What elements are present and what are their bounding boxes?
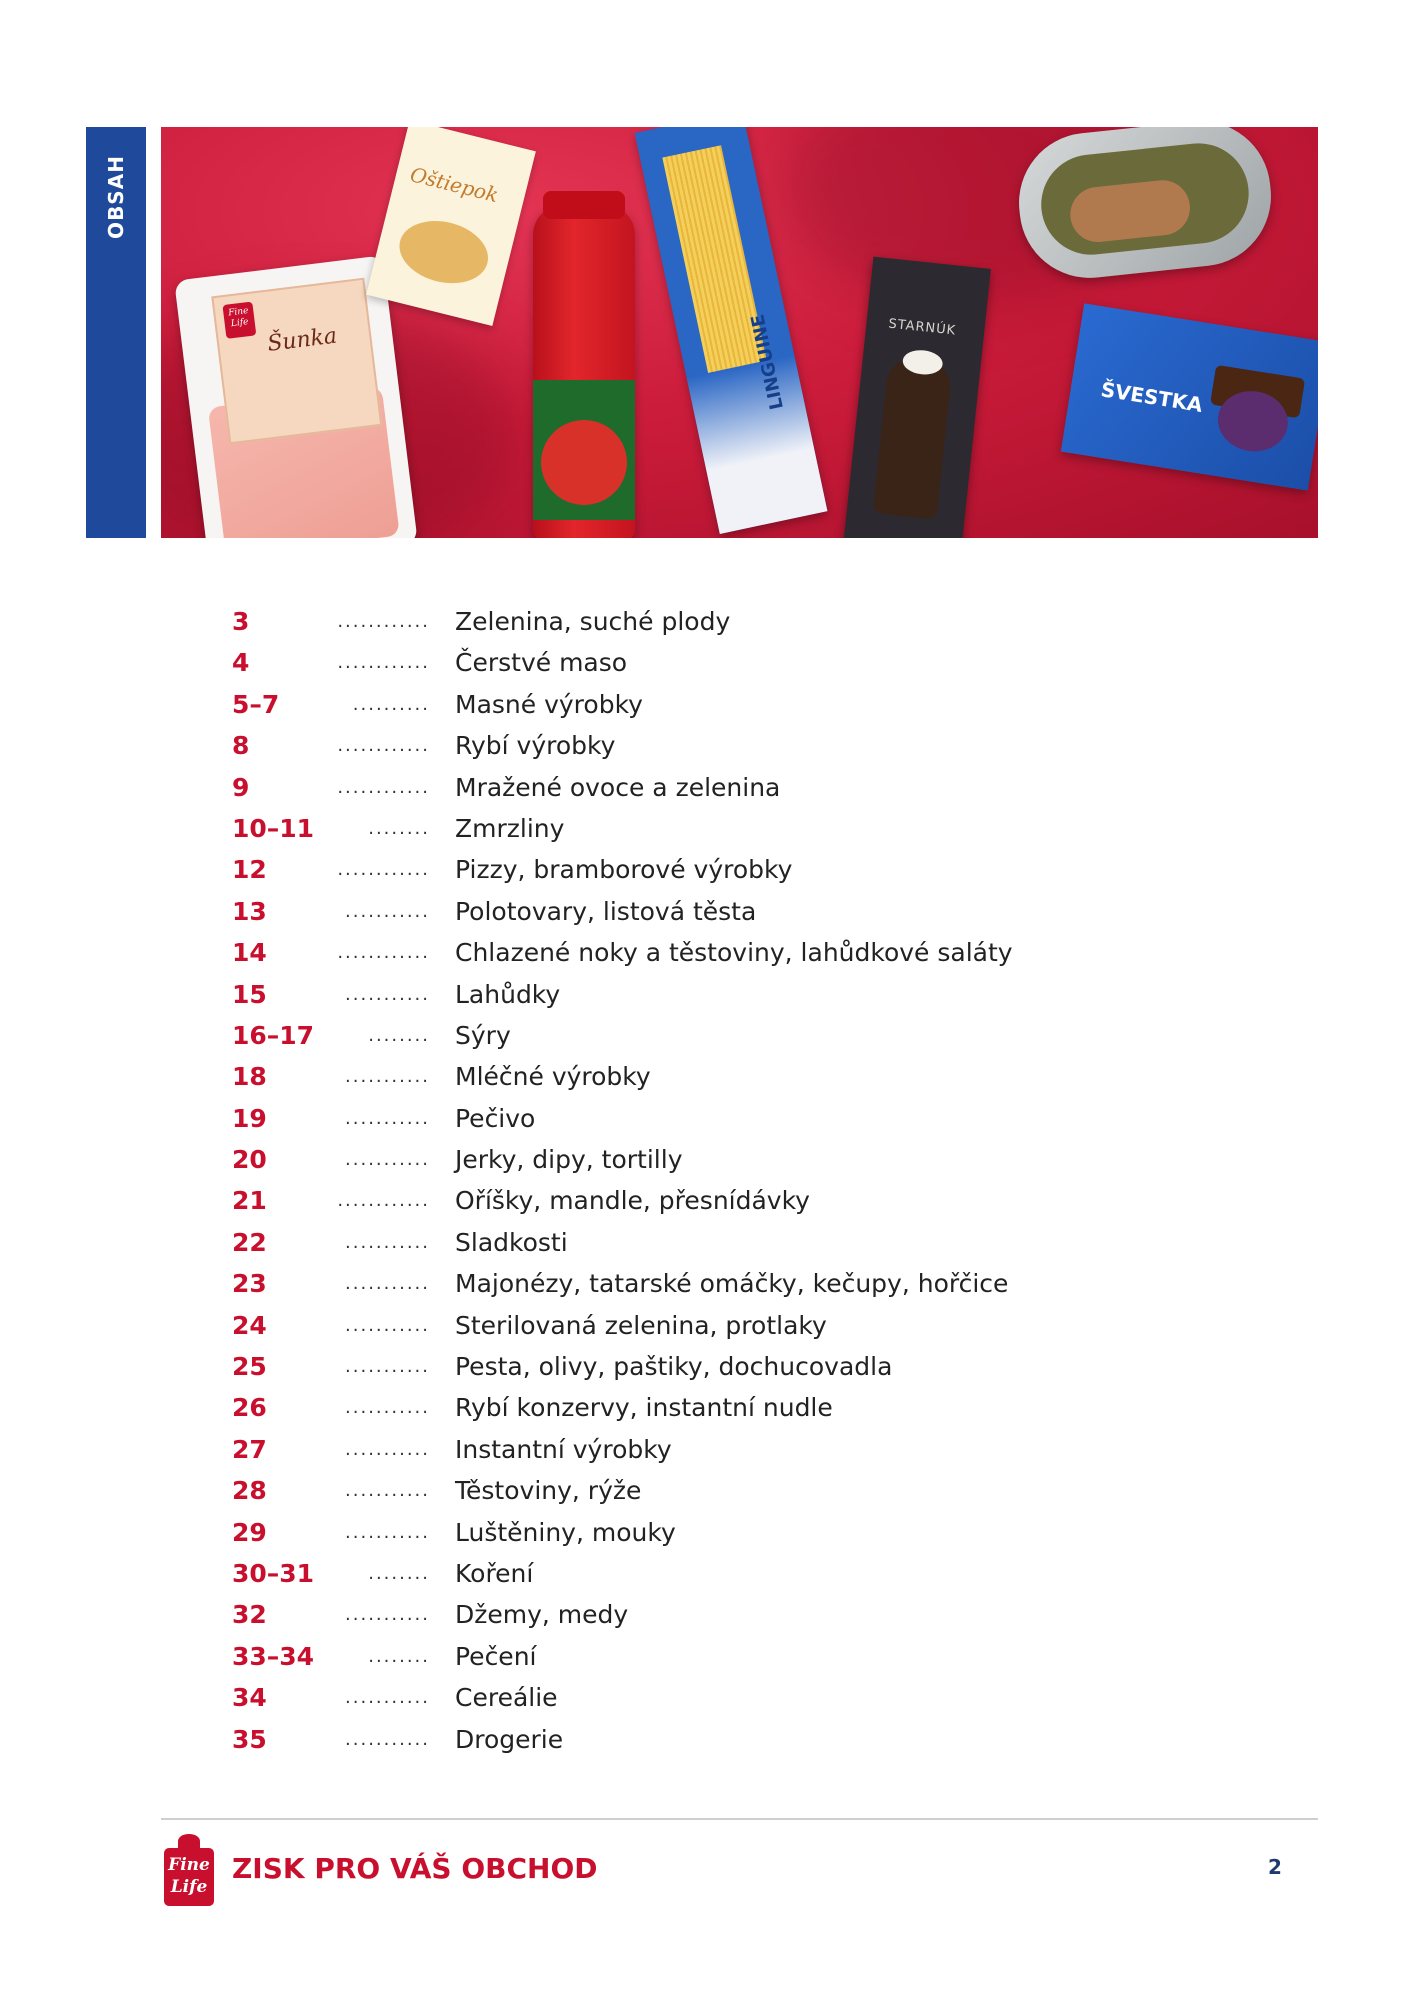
toc-page-number: 20 xyxy=(232,1145,267,1175)
product-sprats-tin xyxy=(1012,127,1278,285)
toc-page-number: 15 xyxy=(232,979,267,1009)
fine-life-logo xyxy=(164,1834,214,1906)
toc-section-label: Mléčné výrobky xyxy=(455,1062,651,1092)
toc-page-number: 18 xyxy=(232,1062,267,1092)
toc-page-number: 33–34 xyxy=(232,1641,315,1671)
product-label: LINGUINE xyxy=(747,312,788,412)
toc-leader-dots: ........... xyxy=(345,1521,430,1543)
page-number: 2 xyxy=(1268,1855,1282,1879)
toc-section-label: Chlazené noky a těstoviny, lahůdkové saláty xyxy=(455,938,1013,968)
product-tomato-passata xyxy=(533,205,635,538)
toc-leader-dots: ........... xyxy=(345,900,430,922)
toc-section-label: Majonézy, tatarské omáčky, kečupy, hořčice xyxy=(455,1269,1009,1299)
fine-life-logo: Fine Life xyxy=(222,302,256,339)
crown-icon xyxy=(178,1834,200,1848)
toc-leader-dots: ........ xyxy=(368,817,430,839)
toc-page-number: 28 xyxy=(232,1476,267,1506)
toc-section-label: Drogerie xyxy=(455,1724,564,1754)
toc-page-number: 4 xyxy=(232,648,250,678)
toc-page-number: 26 xyxy=(232,1393,267,1423)
toc-leader-dots: ........... xyxy=(345,1231,430,1253)
toc-page-number: 35 xyxy=(232,1724,267,1754)
toc-leader-dots: ........ xyxy=(368,1024,430,1046)
toc-section-label: Pizzy, bramborové výrobky xyxy=(455,855,793,885)
toc-leader-dots: ............ xyxy=(337,652,430,674)
toc-section-label: Jerky, dipy, tortilly xyxy=(455,1145,683,1175)
toc-page-number: 22 xyxy=(232,1227,267,1257)
product-gingerbread xyxy=(1061,303,1318,490)
toc-section-label: Sladkosti xyxy=(455,1227,568,1257)
toc-section-label: Čerstvé maso xyxy=(455,648,628,678)
toc-page-number: 21 xyxy=(232,1186,267,1216)
toc-page-number: 10–11 xyxy=(232,813,315,843)
toc-page-number: 13 xyxy=(232,896,267,926)
toc-section-label: Mražené ovoce a zelenina xyxy=(455,772,781,802)
toc-leader-dots: ........... xyxy=(345,1149,430,1171)
toc-page-number: 23 xyxy=(232,1269,267,1299)
toc-leader-dots: ........... xyxy=(345,1397,430,1419)
toc-section-label: Pesta, olivy, paštiky, dochucovadla xyxy=(455,1352,893,1382)
toc-section-label: Oříšky, mandle, přesnídávky xyxy=(455,1186,810,1216)
toc-page-number: 27 xyxy=(232,1434,267,1464)
toc-section-label: Sterilovaná zelenina, protlaky xyxy=(455,1310,827,1340)
toc-leader-dots: ............ xyxy=(337,611,430,632)
toc-section-label: Rybí konzervy, instantní nudle xyxy=(455,1393,833,1423)
toc-page-number: 14 xyxy=(232,938,267,968)
toc-leader-dots: ............ xyxy=(337,735,430,757)
toc-page-number: 24 xyxy=(232,1310,267,1340)
toc-section-label: Pečivo xyxy=(455,1103,536,1133)
section-tab-label: OBSAH xyxy=(104,155,128,239)
toc-section-label: Masné výrobky xyxy=(455,689,643,719)
product-label: Oštiepok xyxy=(407,162,501,208)
toc-section-label: Těstoviny, rýže xyxy=(455,1476,642,1506)
toc-section-label: Cereálie xyxy=(455,1683,558,1713)
toc-section-label: Polotovary, listová těsta xyxy=(455,896,757,926)
toc-page-number: 32 xyxy=(232,1600,267,1630)
toc-leader-dots: ............ xyxy=(337,942,430,964)
toc-leader-dots: ........... xyxy=(345,1356,430,1378)
logo-wordmark: Fine Life xyxy=(164,1848,214,1906)
toc-page-number: 34 xyxy=(232,1683,267,1713)
toc-section-label: Instantní výrobky xyxy=(455,1434,672,1464)
toc-section-label: Sýry xyxy=(455,1020,511,1050)
product-label: STARNÚK xyxy=(887,316,957,339)
product-ice-cream xyxy=(843,257,991,538)
toc-leader-dots: ............ xyxy=(337,776,430,798)
toc-page-number: 19 xyxy=(232,1103,267,1133)
toc-leader-dots: ........... xyxy=(345,1107,430,1129)
section-tab xyxy=(86,127,146,538)
toc-page-number: 9 xyxy=(232,772,250,802)
toc-leader-dots: ........... xyxy=(345,1438,430,1460)
toc-page-number: 12 xyxy=(232,855,267,885)
toc-section-label: Luštěniny, mouky xyxy=(455,1517,676,1547)
product-label: ŠVESTKA xyxy=(1099,377,1205,417)
toc-section-label: Rybí výrobky xyxy=(455,731,616,761)
toc-page-number: 29 xyxy=(232,1517,267,1547)
toc-leader-dots: ........... xyxy=(345,1604,430,1626)
toc-page-number: 25 xyxy=(232,1352,267,1382)
toc-section-label: Lahůdky xyxy=(455,979,561,1009)
toc-section-label: Pečení xyxy=(455,1641,537,1671)
toc-section-label: Džemy, medy xyxy=(455,1600,629,1630)
footer-divider xyxy=(161,1818,1318,1820)
toc-leader-dots: ........... xyxy=(345,1314,430,1336)
toc-leader-dots: ........... xyxy=(345,1480,430,1502)
toc-section-label: Zelenina, suché plody xyxy=(455,607,731,636)
toc-page-number: 3 xyxy=(232,607,250,636)
toc-leader-dots: ........... xyxy=(345,983,430,1005)
toc-leader-dots: .......... xyxy=(352,693,430,715)
toc-leader-dots: ........... xyxy=(345,1687,430,1709)
toc-leader-dots: ............ xyxy=(337,859,430,881)
toc-page-number: 16–17 xyxy=(232,1020,315,1050)
toc-page-number: 8 xyxy=(232,731,250,761)
product-smoked-cheese xyxy=(366,127,536,326)
toc-leader-dots: ........... xyxy=(345,1066,430,1088)
toc-leader-dots: ........... xyxy=(345,1728,430,1750)
toc-page-number: 30–31 xyxy=(232,1558,315,1588)
toc-leader-dots: ........... xyxy=(345,1273,430,1295)
footer-title: ZISK PRO VÁŠ OBCHOD xyxy=(232,1852,598,1885)
toc-leader-dots: ........ xyxy=(368,1562,430,1584)
toc-leader-dots: ............ xyxy=(337,1190,430,1212)
toc-section-label: Zmrzliny xyxy=(455,813,565,843)
product-label: Šunka xyxy=(266,323,339,357)
toc-leader-dots: ........ xyxy=(368,1645,430,1667)
toc-page-number: 5–7 xyxy=(232,689,280,719)
toc-section-label: Koření xyxy=(455,1558,534,1588)
hero-banner xyxy=(161,127,1318,538)
